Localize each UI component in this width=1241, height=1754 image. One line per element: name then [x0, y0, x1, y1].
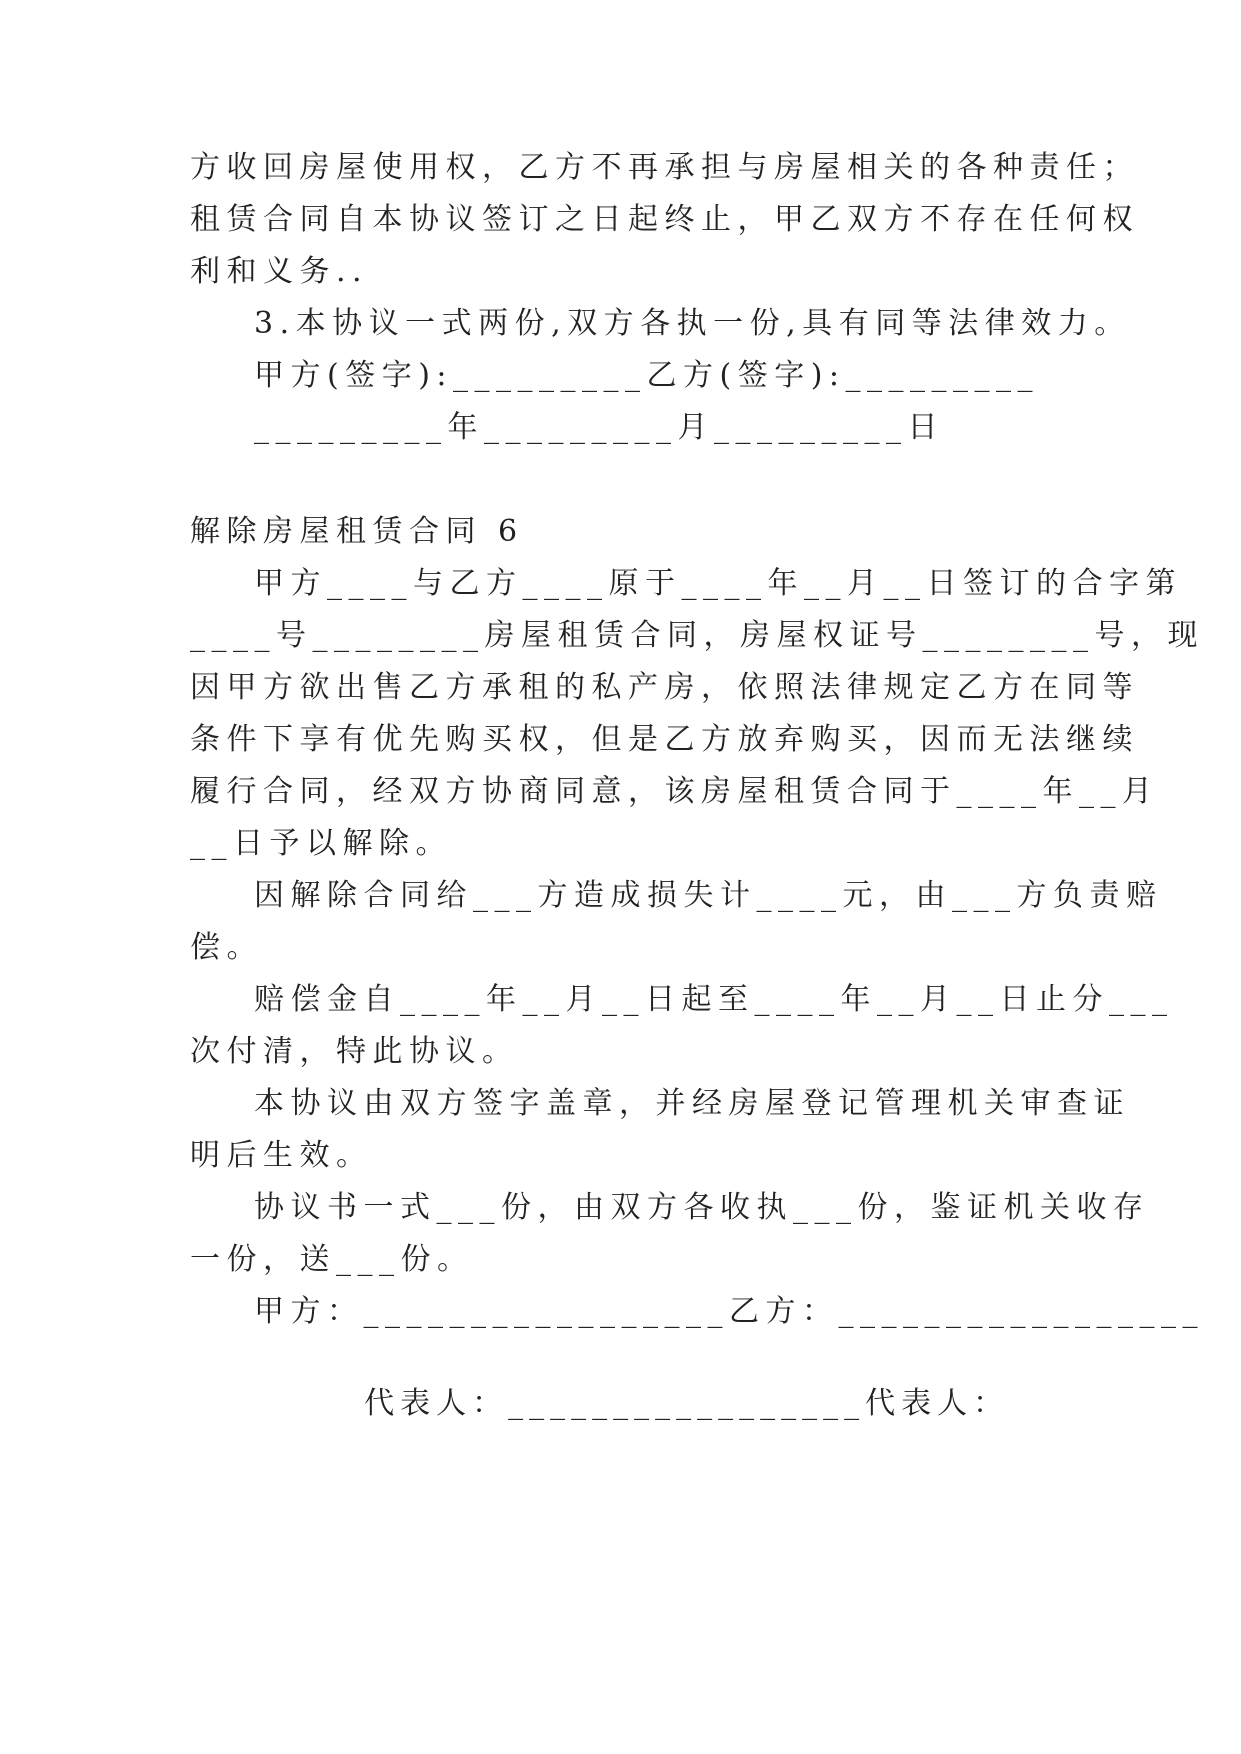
paragraph-line: 一份，送___份。	[190, 1242, 474, 1277]
paragraph-line: 因解除合同给___方造成损失计____元，由___方负责赔	[254, 878, 1163, 913]
paragraph-line: 甲方____与乙方____原于____年__月__日签订的合字第	[254, 566, 1182, 601]
paragraph-line: 因甲方欲出售乙方承租的私产房，依照法律规定乙方在同等	[190, 670, 1139, 705]
paragraph-line: 次付清，特此协议。	[190, 1034, 519, 1069]
paragraph-line: 协议书一式___份，由双方各收执___份，鉴证机关收存	[254, 1190, 1150, 1225]
paragraph-line: 租赁合同自本协议签订之日起终止，甲乙双方不存在任何权	[190, 202, 1139, 237]
date-line: _________年_________月_________日	[254, 410, 944, 445]
party-signature-line: 甲方：_________________乙方：_________________	[254, 1294, 1204, 1329]
paragraph-line: ____号________房屋租赁合同，房屋权证号________号，现	[190, 618, 1204, 653]
representative-line	[302, 1344, 1009, 1464]
paragraph-line: 本协议由双方签字盖章，并经房屋登记管理机关审查证	[254, 1086, 1130, 1121]
section-title: 解除房屋租赁合同 6	[190, 514, 524, 549]
clause-3: 3.本协议一式两份,双方各执一份,具有同等法律效力。	[254, 306, 1131, 341]
paragraph-line: 利和义务..	[190, 254, 369, 289]
paragraph-line: __日予以解除。	[190, 826, 452, 861]
signature-line: 甲方(签字):_________乙方(签字):_________	[254, 358, 1040, 393]
paragraph-line: 明后生效。	[190, 1138, 373, 1173]
paragraph-line: 方收回房屋使用权，乙方不再承担与房屋相关的各种责任；	[190, 150, 1139, 185]
paragraph-line: 偿。	[190, 930, 263, 965]
paragraph-line: 条件下享有优先购买权，但是乙方放弃购买，因而无法继续	[190, 722, 1139, 757]
representative-text: 代表人：_________________代表人：	[364, 1386, 1010, 1421]
paragraph-line: 履行合同，经双方协商同意，该房屋租赁合同于____年__月	[190, 774, 1159, 809]
paragraph-line: 赔偿金自____年__月__日起至____年__月__日止分___	[254, 982, 1174, 1017]
